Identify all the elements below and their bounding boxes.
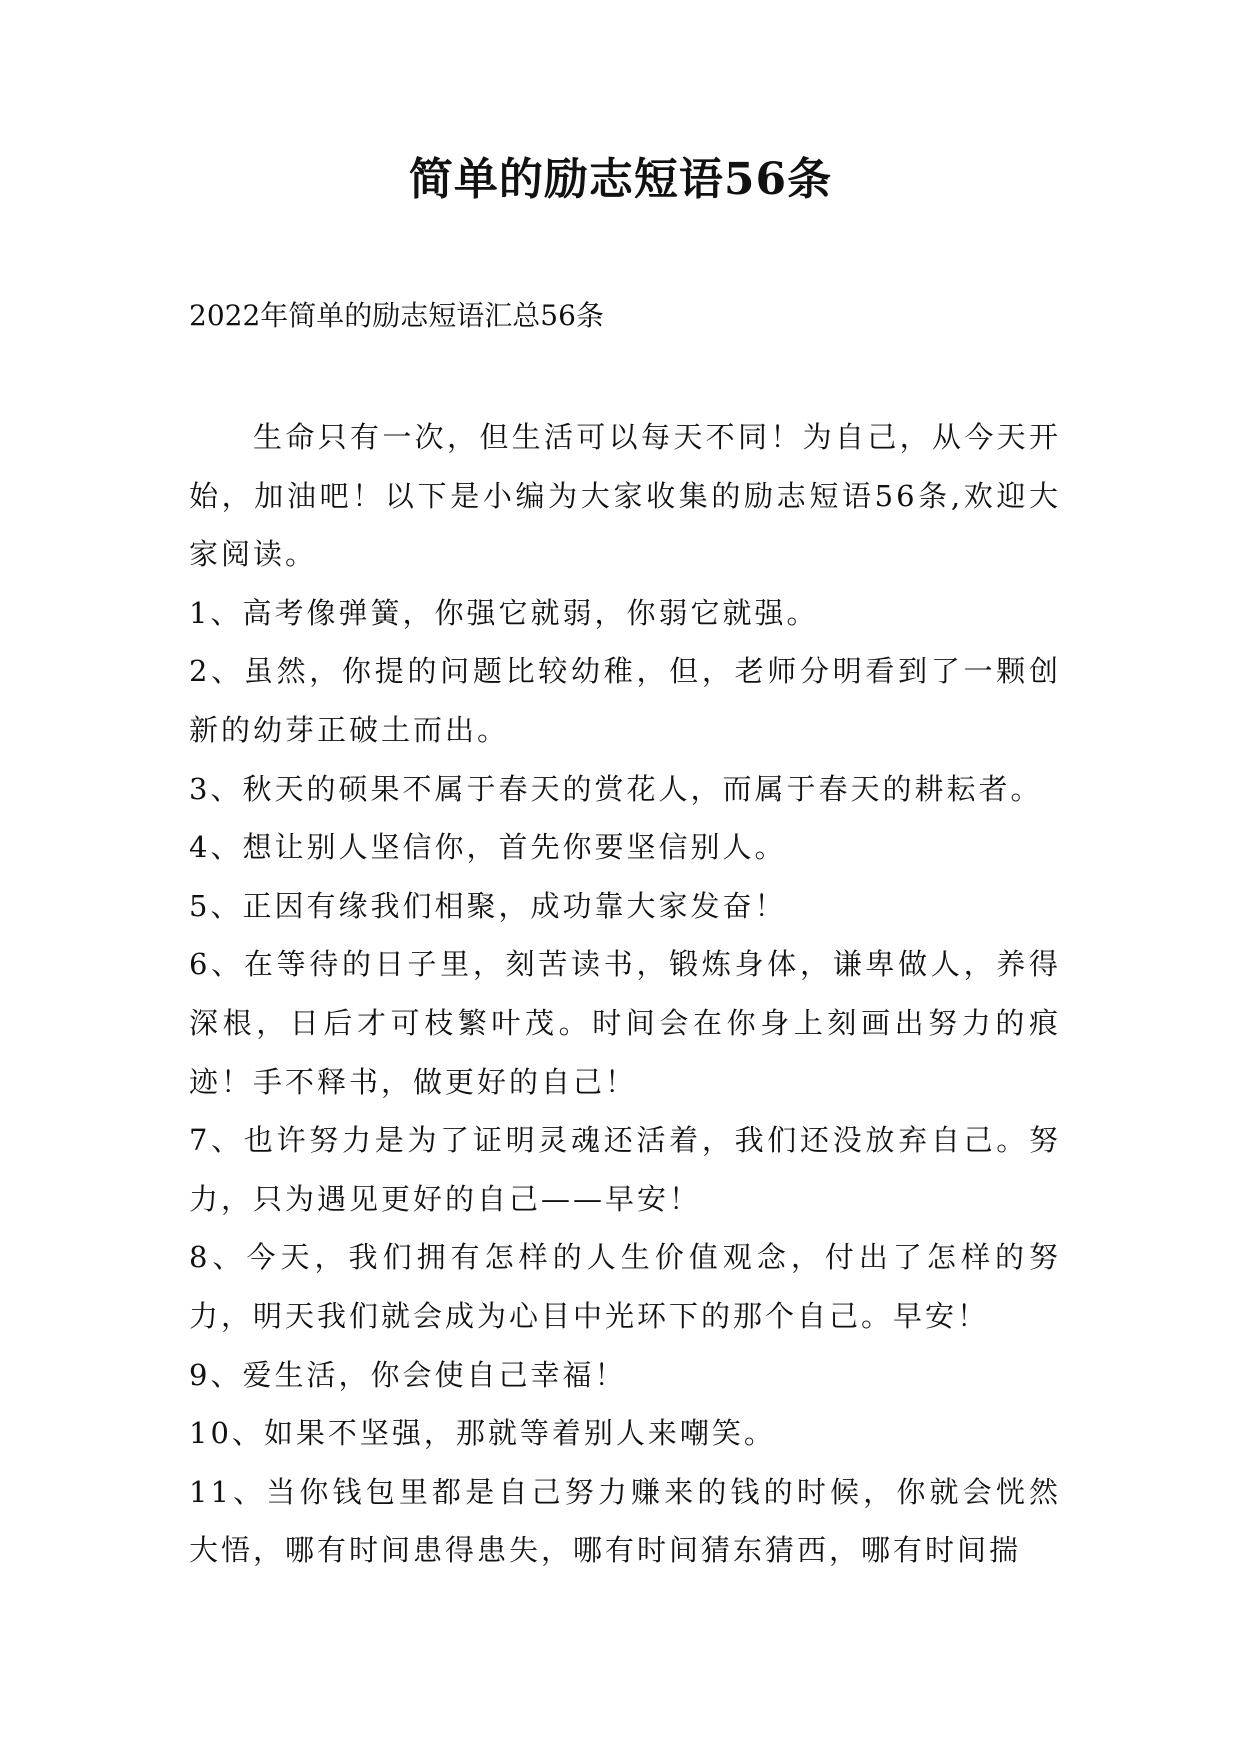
list-item: 2、虽然，你提的问题比较幼稚，但，老师分明看到了一颗创新的幼芽正破土而出。: [189, 654, 1061, 747]
document-subtitle: 2022年简单的励志短语汇总56条: [189, 299, 604, 332]
list-item: 8、今天，我们拥有怎样的人生价值观念，付出了怎样的努力，明天我们就会成为心目中光环下的那个自己。早安！: [189, 1240, 1061, 1333]
list-item: 10、如果不坚强，那就等着别人来嘲笑。: [189, 1416, 776, 1451]
intro-paragraph: 生命只有一次，但生活可以每天不同！为自己，从今天开始，加油吧！以下是小编为大家收集的励志短语56条,欢迎大家阅读。: [189, 420, 1061, 572]
list-item: 11、当你钱包里都是自己努力赚来的钱的时候，你就会恍然大悟，哪有时间患得患失，哪有时间猜东猜西，哪有时间揣: [189, 1474, 1061, 1568]
list-item: 5、正因有缘我们相聚，成功靠大家发奋！: [189, 888, 787, 923]
list-item: 6、在等待的日子里，刻苦读书，锻炼身体，谦卑做人，养得深根，日后才可枝繁叶茂。时间会在你身上刻画出努力的痕迹！手不释书，做更好的自己！: [189, 947, 1061, 1099]
document-body: [189, 408, 1061, 1580]
list-item: 4、想让别人坚信你，首先你要坚信别人。: [189, 830, 787, 865]
list-item: 9、爱生活，你会使自己幸福！: [189, 1357, 627, 1392]
list-item: 3、秋天的硕果不属于春天的赏花人，而属于春天的耕耘者。: [189, 771, 1043, 806]
document-title: 简单的励志短语56条: [408, 154, 833, 205]
list-item: 7、也许努力是为了证明灵魂还活着，我们还没放弃自己。努力，只为遇见更好的自己——早安！: [189, 1123, 1061, 1216]
list-item: 1、高考像弹簧，你强它就弱，你弱它就强。: [189, 595, 819, 630]
